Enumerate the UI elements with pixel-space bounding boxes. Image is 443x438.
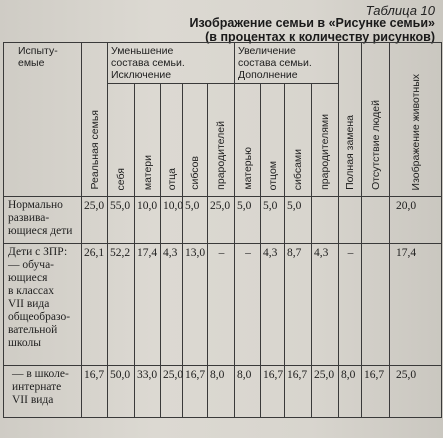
family-drawing-table xyxy=(3,42,442,418)
cell: 8,7 xyxy=(285,244,312,366)
cell xyxy=(312,197,339,244)
cell: 25,0 xyxy=(82,197,108,244)
cell: 13,0 xyxy=(183,244,208,366)
cell: 10,0 xyxy=(135,197,161,244)
cell: – xyxy=(339,244,362,366)
cell: 17,4 xyxy=(135,244,161,366)
header-no-people: Отсутствие людей xyxy=(362,43,390,197)
cell: 50,0 xyxy=(108,366,135,418)
cell: 55,0 xyxy=(108,197,135,244)
table-row xyxy=(4,197,442,244)
cell: 4,3 xyxy=(312,244,339,366)
header-reduction-group: Уменьшение состава семьи. Исключение xyxy=(108,43,235,84)
cell: 52,2 xyxy=(108,244,135,366)
cell xyxy=(362,197,390,244)
cell: 4,3 xyxy=(261,244,285,366)
row-label: Нормально развива- ющиеся дети xyxy=(4,197,82,244)
cell: 16,7 xyxy=(285,366,312,418)
cell: 8,0 xyxy=(339,366,362,418)
row-label: Дети с ЗПР: — обуча- ющиеся в классах VII вида общеобразо- вательной школы xyxy=(4,244,82,366)
cell: 8,0 xyxy=(235,366,261,418)
cell: 5,0 xyxy=(285,197,312,244)
cell: 8,0 xyxy=(208,366,235,418)
header-full-replacement: Полная замена xyxy=(339,43,362,197)
cell: 10,0 xyxy=(161,197,183,244)
header-real-family: Реальная семья xyxy=(82,43,108,197)
cell xyxy=(339,197,362,244)
cell: 16,7 xyxy=(261,366,285,418)
cell: 26,1 xyxy=(82,244,108,366)
header-addition-siblings: сибсами xyxy=(285,84,312,197)
cell: 25,0 xyxy=(390,366,442,418)
header-subjects: Испыту- емые xyxy=(4,43,82,197)
cell: 25,0 xyxy=(208,197,235,244)
cell: 16,7 xyxy=(362,366,390,418)
header-reduction-self: себя xyxy=(108,84,135,197)
table-row xyxy=(4,244,442,366)
cell: 4,3 xyxy=(161,244,183,366)
cell: 5,0 xyxy=(261,197,285,244)
header-reduction-father: отца xyxy=(161,84,183,197)
header-reduction-siblings: сибсов xyxy=(183,84,208,197)
table-number: Таблица 10 xyxy=(365,3,435,18)
title-line-1: Изображение семьи в «Рисунке семьи» xyxy=(189,16,435,30)
cell: 25,0 xyxy=(161,366,183,418)
cell: 16,7 xyxy=(82,366,108,418)
table-title xyxy=(189,16,435,44)
header-addition-mother: матерью xyxy=(235,84,261,197)
cell: 33,0 xyxy=(135,366,161,418)
header-addition-group: Увеличение состава семьи. Дополнение xyxy=(235,43,339,84)
cell: 16,7 xyxy=(183,366,208,418)
header-addition-father: отцом xyxy=(261,84,285,197)
cell: 25,0 xyxy=(312,366,339,418)
header-reduction-mother: матери xyxy=(135,84,161,197)
table-row xyxy=(4,366,442,418)
cell: – xyxy=(235,244,261,366)
cell: – xyxy=(208,244,235,366)
header-reduction-grandparents: прародителей xyxy=(208,84,235,197)
header-addition-grandparents: прародителями xyxy=(312,84,339,197)
cell xyxy=(362,244,390,366)
header-animals: Изображение животных xyxy=(390,43,442,197)
title-line-2: (в процентах к количеству рисунков) xyxy=(205,30,435,44)
row-label: — в школе- интернате VII вида xyxy=(4,366,82,418)
cell: 5,0 xyxy=(183,197,208,244)
cell: 5,0 xyxy=(235,197,261,244)
cell: 20,0 xyxy=(390,197,442,244)
cell: 17,4 xyxy=(390,244,442,366)
